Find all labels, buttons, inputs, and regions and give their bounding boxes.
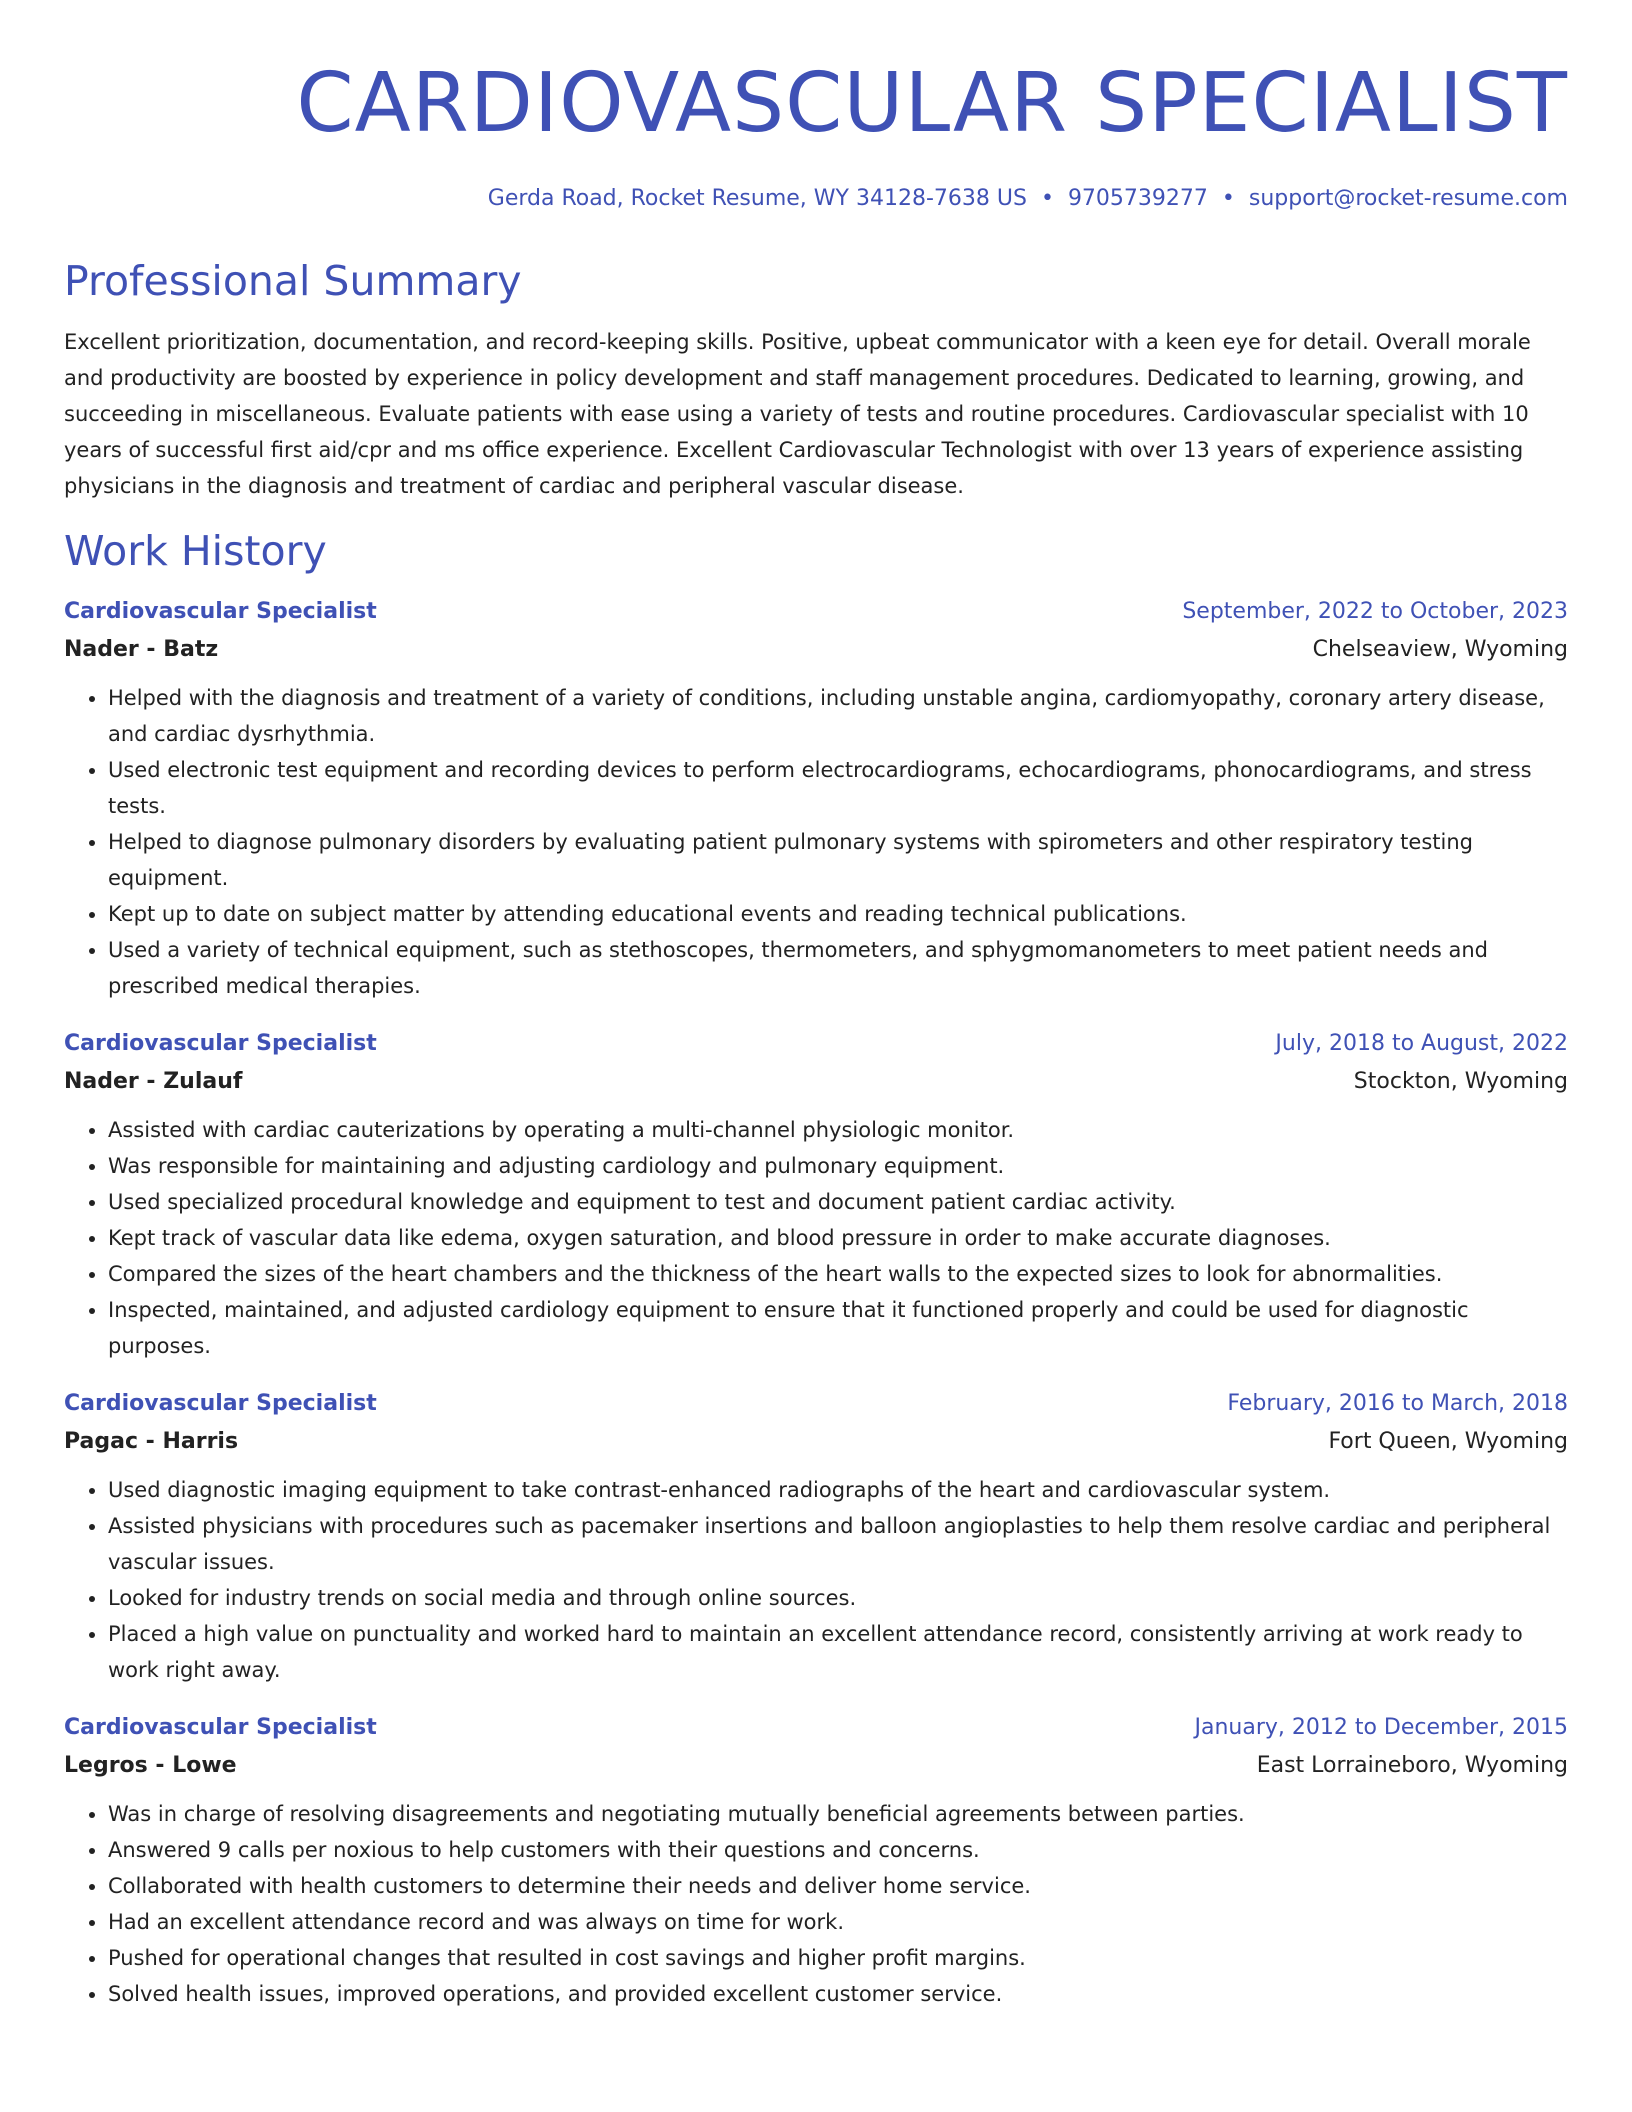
job-bullet: • Used specialized procedural knowledge and equipment to test and document patient cardiac activity. xyxy=(108,1184,1568,1220)
job-bullet: • Helped to diagnose pulmonary disorders by evaluating patient pulmonary systems with spirometers and other respiratory testing equipment. xyxy=(108,824,1568,896)
job-bullet: • Pushed for operational changes that resulted in cost savings and higher profit margins. xyxy=(108,1940,1568,1976)
job-location: East Lorraineboro, Wyoming xyxy=(1256,1753,1568,1778)
contact-line xyxy=(64,184,1568,214)
job-entry xyxy=(64,1386,1568,1688)
job-bullets xyxy=(64,1112,1568,1364)
contact-separator: • xyxy=(1040,186,1054,211)
contact-address: Gerda Road, Rocket Resume, WY 34128-7638 US xyxy=(487,186,1027,211)
job-bullet: • Kept up to date on subject matter by attending educational events and reading technical publications. xyxy=(108,896,1568,932)
job-title: Cardiovascular Specialist xyxy=(64,1715,377,1740)
job-entry xyxy=(64,594,1568,1004)
job-company: Nader - Batz xyxy=(64,637,219,662)
job-location: Fort Queen, Wyoming xyxy=(1328,1429,1568,1454)
job-bullet: • Was responsible for maintaining and adjusting cardiology and pulmonary equipment. xyxy=(108,1148,1568,1184)
job-entry xyxy=(64,1026,1568,1364)
job-dates: February, 2016 to March, 2018 xyxy=(1227,1391,1568,1416)
job-bullet: • Used diagnostic imaging equipment to take contrast-enhanced radiographs of the heart and cardiovascular system. xyxy=(108,1472,1568,1508)
job-bullets xyxy=(64,1472,1568,1688)
job-bullet: • Compared the sizes of the heart chambers and the thickness of the heart walls to the expected sizes to look for abnormalities. xyxy=(108,1256,1568,1292)
job-bullets xyxy=(64,680,1568,1004)
job-dates: July, 2018 to August, 2022 xyxy=(1275,1031,1568,1056)
resume-header xyxy=(64,0,1568,214)
job-dates: January, 2012 to December, 2015 xyxy=(1194,1715,1568,1740)
job-bullet: • Kept track of vascular data like edema, oxygen saturation, and blood pressure in order to make accurate diagnoses. xyxy=(108,1220,1568,1256)
job-bullets xyxy=(64,1796,1568,2012)
job-bullet: • Collaborated with health customers to determine their needs and deliver home service. xyxy=(108,1868,1568,1904)
resume-name: CARDIOVASCULAR SPECIALIST xyxy=(296,56,1568,151)
job-bullet: • Looked for industry trends on social media and through online sources. xyxy=(108,1580,1568,1616)
job-bullet: • Was in charge of resolving disagreements and negotiating mutually beneficial agreements between parties. xyxy=(108,1796,1568,1832)
contact-phone: 9705739277 xyxy=(1067,186,1208,211)
job-title: Cardiovascular Specialist xyxy=(64,599,377,624)
contact-email: support@rocket-resume.com xyxy=(1248,186,1568,211)
work-history-heading: Work History xyxy=(64,527,327,575)
job-company: Nader - Zulauf xyxy=(64,1069,243,1094)
summary-heading: Professional Summary xyxy=(64,257,522,305)
job-bullet: • Answered 9 calls per noxious to help customers with their questions and concerns. xyxy=(108,1832,1568,1868)
job-title: Cardiovascular Specialist xyxy=(64,1391,377,1416)
job-dates: September, 2022 to October, 2023 xyxy=(1182,599,1568,624)
job-location: Chelseaview, Wyoming xyxy=(1312,637,1568,662)
job-bullet: • Used electronic test equipment and recording devices to perform electrocardiograms, echocardiograms, phonocardiograms, and stress tests. xyxy=(108,752,1568,824)
job-bullet: • Assisted with cardiac cauterizations by operating a multi-channel physiologic monitor. xyxy=(108,1112,1568,1148)
job-bullet: • Used a variety of technical equipment, such as stethoscopes, thermometers, and sphygmomanometers to meet patient needs and prescribed medical therapies. xyxy=(108,932,1568,1004)
job-bullet: • Inspected, maintained, and adjusted cardiology equipment to ensure that it functioned properly and could be used for diagnostic purposes. xyxy=(108,1292,1568,1364)
work-history-list xyxy=(64,594,1568,2012)
job-bullet: • Helped with the diagnosis and treatment of a variety of conditions, including unstable angina, cardiomyopathy, coronary artery disease, and cardiac dysrhythmia. xyxy=(108,680,1568,752)
job-bullet: • Had an excellent attendance record and was always on time for work. xyxy=(108,1904,1568,1940)
summary-text: Excellent prioritization, documentation, and record-keeping skills. Positive, upbeat communicator with a keen eye for detail. Overall morale and productivity are boosted by experience in policy development and staff management procedures. Dedicated to learning, growing, and succeeding in miscellaneous. Evaluate patients with ease using a variety of tests and routine procedures. Cardiovascular specialist with 10 years of successful first aid/cpr and ms office experience. Excellent Cardiovascular Technologist with over 13 years of experience assisting physicians in the diagnosis and treatment of cardiac and peripheral vascular disease. xyxy=(64,330,1531,498)
job-company: Pagac - Harris xyxy=(64,1429,239,1454)
job-entry xyxy=(64,1710,1568,2012)
job-location: Stockton, Wyoming xyxy=(1353,1069,1568,1094)
job-bullet: • Placed a high value on punctuality and worked hard to maintain an excellent attendance record, consistently arriving at work ready to work right away. xyxy=(108,1616,1568,1688)
contact-separator: • xyxy=(1221,186,1235,211)
job-title: Cardiovascular Specialist xyxy=(64,1031,377,1056)
job-bullet: • Assisted physicians with procedures such as pacemaker insertions and balloon angioplasties to help them resolve cardiac and peripheral vascular issues. xyxy=(108,1508,1568,1580)
job-bullet: • Solved health issues, improved operations, and provided excellent customer service. xyxy=(108,1976,1568,2012)
job-company: Legros - Lowe xyxy=(64,1753,237,1778)
